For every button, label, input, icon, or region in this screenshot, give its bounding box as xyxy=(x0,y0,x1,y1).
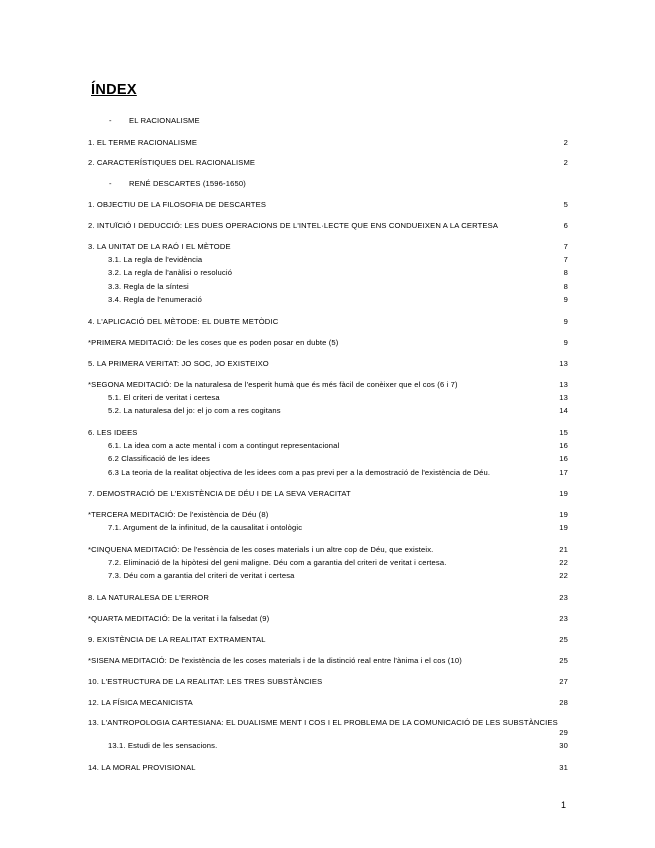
entry-page: 21 xyxy=(559,545,568,554)
entry-page: 2 xyxy=(563,158,568,167)
entry-page: 7 xyxy=(563,255,568,264)
entry-title: 7. DEMOSTRACIÓ DE L'EXISTÈNCIA DE DÉU I DE LA SEVA VERACITAT xyxy=(88,489,351,498)
entry-title: 6.2 Classificació de les idees xyxy=(108,454,211,463)
page-number: 1 xyxy=(561,800,567,810)
entry-title: 3.4. Regla de l'enumeració xyxy=(108,295,202,304)
entry-page: 8 xyxy=(563,268,568,277)
entry-title: 12. LA FÍSICA MECANICISTA xyxy=(88,698,193,707)
entry-title: 8. LA NATURALESA DE L'ERROR xyxy=(88,593,209,602)
entry-title: 3. LA UNITAT DE LA RAÓ I EL MÈTODE xyxy=(88,242,231,251)
entry-page: 9 xyxy=(563,317,568,326)
entry-title: 2. CARACTERÍSTIQUES DEL RACIONALISME xyxy=(88,158,256,167)
entry-title: 1. EL TERME RACIONALISME xyxy=(88,138,198,147)
entry-title: 5. LA PRIMERA VERITAT: JO SOC, JO EXISTEIXO xyxy=(88,359,269,368)
entry-title: 1. OBJECTIU DE LA FILOSOFIA DE DESCARTES xyxy=(88,200,267,209)
entry-page: 13 xyxy=(559,380,568,389)
entry-page: 15 xyxy=(559,428,568,437)
entry-page: 9 xyxy=(563,295,568,304)
entry-page: 6 xyxy=(563,221,568,230)
entry-page: 13 xyxy=(559,359,568,368)
bullet-dash: - xyxy=(109,116,112,125)
entry-page: 17 xyxy=(559,468,568,477)
entry-page: 27 xyxy=(559,677,568,686)
entry-title: 4. L'APLICACIÓ DEL MÈTODE: EL DUBTE METÒDIC xyxy=(88,317,279,326)
entry-title: 7.3. Déu com a garantia del criteri de veritat i certesa xyxy=(108,571,295,580)
entry-title: 2. INTUÏCIÓ I DEDUCCIÓ: LES DUES OPERACIONS DE L'INTEL·LECTE QUE ENS CONDUEIXEN A LA CERTESA xyxy=(88,221,499,230)
entry-title: 6.3 La teoria de la realitat objectiva de les idees com a pas previ per a la demostració de l'existència de Déu. xyxy=(108,468,491,477)
entry-title: 6.1. La idea com a acte mental i com a contingut representacional xyxy=(108,441,340,450)
entry-page: 19 xyxy=(559,489,568,498)
index-heading: ÍNDEX xyxy=(91,82,137,98)
entry-title: RENÉ DESCARTES (1596-1650) xyxy=(129,179,246,188)
entry-title: EL RACIONALISME xyxy=(129,116,200,125)
entry-title: *TERCERA MEDITACIÓ: De l'existència de Déu (8) xyxy=(88,510,269,519)
entry-title: 13. L'ANTROPOLOGIA CARTESIANA: EL DUALISME MENT I COS I EL PROBLEMA DE LA COMUNICACIÓ DE LES SUBSTÀNCIES xyxy=(88,718,558,727)
entry-page: 16 xyxy=(559,441,568,450)
bullet-dash: - xyxy=(109,179,112,188)
entry-page: 5 xyxy=(563,200,568,209)
entry-page: 30 xyxy=(559,741,568,750)
entry-title: 7.1. Argument de la infinitud, de la causalitat i ontològic xyxy=(108,523,303,532)
entry-page: 13 xyxy=(559,393,568,402)
entry-page: 7 xyxy=(563,242,568,251)
entry-title: *CINQUENA MEDITACIÓ: De l'essència de les coses materials i un altre cop de Déu, que existeix. xyxy=(88,545,434,554)
entry-title: 3.3. Regla de la síntesi xyxy=(108,282,189,291)
entry-title: *SISENA MEDITACIÓ: De l'existència de les coses materials i de la distinció real entre l'ànima i el cos (10) xyxy=(88,656,462,665)
entry-page: 29 xyxy=(559,728,568,737)
entry-page: 23 xyxy=(559,614,568,623)
entry-title: 13.1. Estudi de les sensacions. xyxy=(108,741,218,750)
entry-page: 22 xyxy=(559,558,568,567)
entry-page: 23 xyxy=(559,593,568,602)
entry-title: *QUARTA MEDITACIÓ: De la veritat i la falsedat (9) xyxy=(88,614,270,623)
entry-title: *SEGONA MEDITACIÓ: De la naturalesa de l'esperit humà que és més fàcil de conèixer que el cos (6 i 7) xyxy=(88,380,458,389)
entry-title: 10. L'ESTRUCTURA DE LA REALITAT: LES TRES SUBSTÀNCIES xyxy=(88,677,323,686)
entry-page: 8 xyxy=(563,282,568,291)
entry-page: 19 xyxy=(559,523,568,532)
entry-title: 6. LES IDEES xyxy=(88,428,138,437)
entry-title: 5.2. La naturalesa del jo: el jo com a res cogitans xyxy=(108,406,281,415)
entry-page: 9 xyxy=(563,338,568,347)
entry-page: 31 xyxy=(559,763,568,772)
entry-page: 28 xyxy=(559,698,568,707)
entry-title: 3.1. La regla de l'evidència xyxy=(108,255,203,264)
entry-title: 14. LA MORAL PROVISIONAL xyxy=(88,763,196,772)
entry-page: 2 xyxy=(563,138,568,147)
entry-page: 19 xyxy=(559,510,568,519)
entry-page: 25 xyxy=(559,656,568,665)
entry-title: 7.2. Eliminació de la hipòtesi del geni maligne. Déu com a garantia del criteri de veritat i certesa. xyxy=(108,558,447,567)
entry-title: 3.2. La regla de l'anàlisi o resolució xyxy=(108,268,233,277)
entry-title: 5.1. El criteri de veritat i certesa xyxy=(108,393,220,402)
entry-page: 16 xyxy=(559,454,568,463)
entry-page: 14 xyxy=(559,406,568,415)
entry-title: *PRIMERA MEDITACIÓ: De les coses que es poden posar en dubte (5) xyxy=(88,338,339,347)
entry-title: 9. EXISTÈNCIA DE LA REALITAT EXTRAMENTAL xyxy=(88,635,266,644)
entry-page: 25 xyxy=(559,635,568,644)
entry-page: 22 xyxy=(559,571,568,580)
